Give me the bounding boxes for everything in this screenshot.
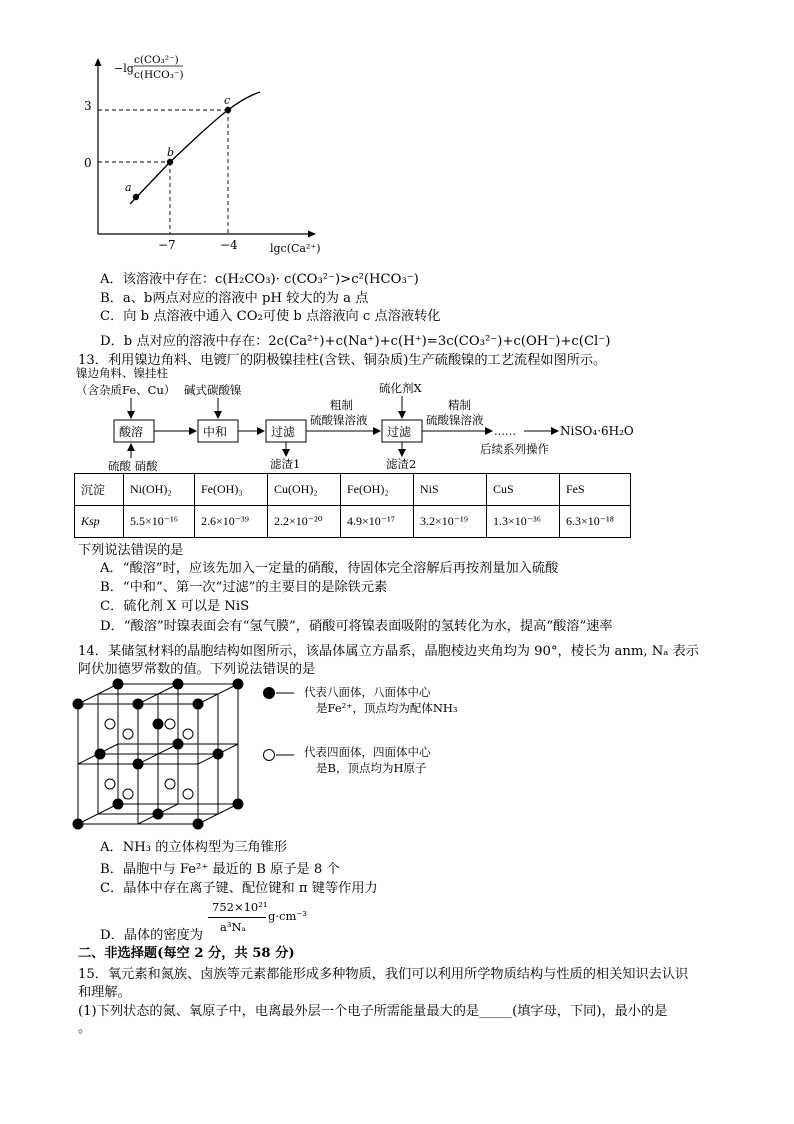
y-axis-denominator: c(HCO₃⁻) [134,69,184,81]
lg-graph [70,52,330,262]
header-cell: Ni(OH)₂ [124,474,195,506]
fine-label-2: 硫酸镍溶液 [426,413,484,427]
x-tick-neg7: −7 [158,238,176,252]
q13-option-b: B．“中和”、第一次“过滤”的主要目的是除铁元素 [100,580,388,595]
process-flowchart [74,366,674,472]
header-cell: Fe(OH)₃ [195,474,268,506]
q13-stem: 13．利用镍边角料、电镀厂的阴极镍挂柱(含铁、铜杂质)生产硫酸镍的工艺流程如图所示。 [78,353,607,368]
legend-markers [262,684,302,764]
legend-black-text-2: 是Fe²⁺，顶点均为配体NH₃ [316,701,458,715]
table-row [75,474,631,506]
q15-line-3: (1)下列状态的氮、氧原子中，电离最外层一个电子所需能量最大的是_____(填字母，下同)，最小的是 [78,1004,668,1019]
sulfide-label: 硫化剂X [379,381,422,395]
y-axis-numerator: c(CO₃²⁻) [134,54,179,66]
crystal-cell-diagram [70,676,250,832]
box-filter-1: 过滤 [271,425,296,439]
header-cell: CuS [487,474,560,506]
header-cell: 沉淀 [75,474,124,506]
q14-option-d-prefix: D．晶体的密度为 [100,928,203,943]
acids-label: 硫酸 硝酸 [108,459,158,472]
q14-option-a: A．NH₃ 的立体构型为三角锥形 [100,840,288,855]
density-denominator: a³Nₐ [220,920,246,934]
raw-material-impurity: （含杂质Fe、Cu） [76,383,176,397]
point-a-label: a [125,181,132,194]
ksp-value: 5.5×10⁻¹⁶ [124,506,195,538]
q14-stem-1: 14．某储氢材料的晶胞结构如图所示，该晶体属立方晶系，晶胞棱边夹角均为 90°，棱长为 anm, Nₐ 表示 [78,644,699,659]
x-axis-label: lgc(Ca²⁺) [270,242,321,255]
q15-line-1: 15．氧元素和氮族、卤族等元素都能形成多种物质，我们可以利用所学物质结构与性质的相关知识去认识 [78,967,689,982]
legend-black-sphere-icon [263,687,275,699]
crude-label-1: 粗制 [330,398,353,412]
header-cell: Fe(OH)₂ [341,474,414,506]
ksp-value: 6.3×10⁻¹⁸ [560,506,631,538]
density-unit: g·cm⁻³ [268,909,308,923]
residue-2-label: 滤渣2 [386,457,417,471]
table-row [75,506,631,538]
q13-option-d: D．“酸溶”时镍表面会有“氢气膜”，硝酸可将镍表面吸附的氢转化为水，提高“酸溶”速率 [100,619,613,634]
x-tick-neg4: −4 [220,238,238,252]
dots: …… [494,425,516,438]
box-neutralize: 中和 [203,425,228,439]
fraction-bar [208,917,266,918]
q13-option-a: A．“酸溶”时，应该先加入一定量的硝酸，待固体完全溶解后再按剂量加入硫酸 [100,561,559,576]
q12-option-a: A．该溶液中存在：c(H₂CO₃)· c(CO₃²⁻)>c²(HCO₃⁻) [100,272,419,287]
q12-option-d: D．b 点对应的溶液中存在：2c(Ca²⁺)+c(Na⁺)+c(H⁺)=3c(CO₃²⁻)+c(OH⁻)+c(Cl⁻) [100,334,611,349]
residue-1-label: 滤渣1 [270,457,301,471]
q12-option-b: B．a、b两点对应的溶液中 pH 较大的为 a 点 [100,291,369,306]
ksp-label: Ksp [75,506,124,538]
q14-option-c: C．晶体中存在离子键、配位键和 π 键等作用力 [100,881,378,896]
point-a [133,194,139,200]
fine-label-1: 精制 [448,398,471,412]
header-cell: Cu(OH)₂ [268,474,341,506]
ksp-value: 3.2×10⁻¹⁹ [414,506,487,538]
header-cell: NiS [414,474,487,506]
product-label: NiSO₄·6H₂O [560,424,634,438]
point-c-label: c [224,94,231,107]
q14-option-b: B．晶胞中与 Fe²⁺ 最近的 B 原子是 8 个 [100,862,340,877]
q12-option-c: C．向 b 点溶液中通入 CO₂可使 b 点溶液向 c 点溶液转化 [100,309,441,324]
y-tick-3: 3 [84,99,92,113]
ksp-value: 2.2×10⁻²⁰ [268,506,341,538]
later-ops-label: 后续系列操作 [480,442,549,456]
legend-white-text-2: 是B，顶点均为H原子 [316,761,427,775]
ksp-table [74,473,631,538]
y-axis-prefix: −lg [114,62,134,75]
q15-line-4: 。 [78,1021,92,1036]
point-b [167,159,173,165]
legend-black-text-1: 代表八面体，八面体中心 [304,685,431,699]
point-c [225,107,231,113]
ksp-value: 2.6×10⁻³⁹ [195,506,268,538]
alkali-label: 碱式碳酸镍 [184,383,242,397]
ksp-value: 4.9×10⁻¹⁷ [341,506,414,538]
density-numerator: 752×10²¹ [212,900,268,914]
ksp-value: 1.3×10⁻³⁶ [487,506,560,538]
q13-question: 下列说法错误的是 [78,543,184,558]
section-heading: 二、非选择题(每空 2 分，共 58 分) [78,946,295,961]
point-b-label: b [167,146,175,159]
q14-stem-2: 阿伏加德罗常数的值。下列说法错误的是 [78,662,316,677]
q15-line-2: 和理解。 [78,985,131,1000]
curve [130,92,260,204]
box-filter-2: 过滤 [387,425,412,439]
q13-option-c: C．硫化剂 X 可以是 NiS [100,599,250,614]
header-cell: FeS [560,474,631,506]
crude-label-2: 硫酸镍溶液 [310,413,368,427]
legend-white-text-1: 代表四面体，四面体中心 [304,745,431,759]
legend-white-sphere-icon [264,750,275,761]
box-acid-dissolve: 酸溶 [119,425,144,439]
y-tick-0: 0 [84,156,92,170]
raw-material-label: 镍边角料、镍挂柱 [76,366,168,380]
